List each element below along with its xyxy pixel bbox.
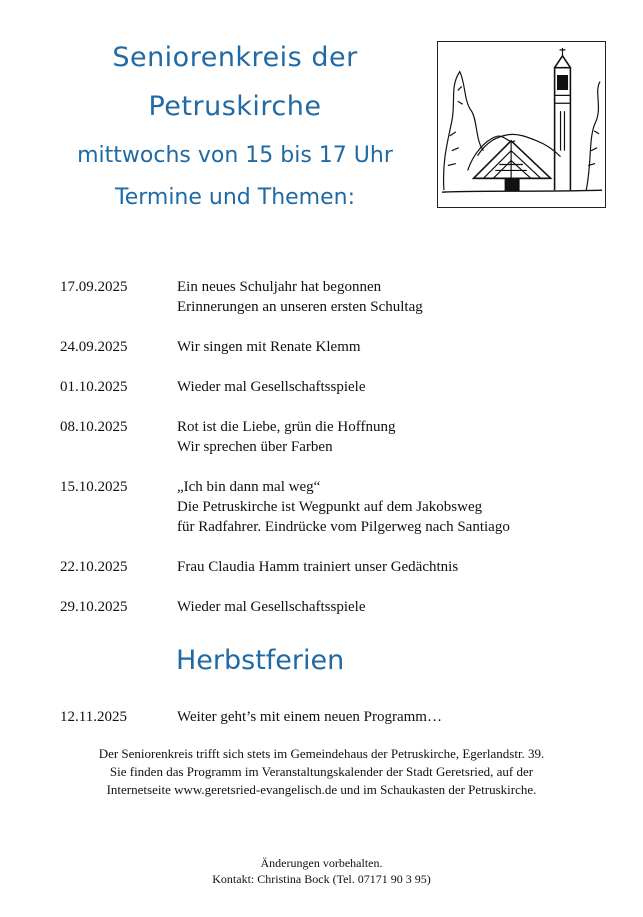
entry-date: 29.10.2025 [60,599,128,615]
schedule-time: mittwochs von 15 bis 17 Uhr [77,143,393,168]
entry-topic: Rot ist die Liebe, grün die Hoffnung [177,419,396,435]
schedule-list-after-break [60,707,620,727]
schedule-heading: Termine und Themen: [115,185,355,210]
entry-topic: Wieder mal Gesellschaftsspiele [177,379,366,395]
schedule-list [60,277,620,617]
schedule-entry [60,597,620,617]
schedule-entry [60,337,620,357]
title-block [40,40,430,209]
info-footer [40,745,603,799]
entry-topic: für Radfahrer. Eindrücke vom Pilgerweg nach Santiago [177,519,510,535]
schedule-entry [60,277,620,317]
contact-block [40,855,603,887]
entry-date: 24.09.2025 [60,339,128,355]
entry-topic: Erinnerungen an unseren ersten Schultag [177,299,423,315]
schedule-entry [60,557,620,577]
changes-note: Änderungen vorbehalten. [260,856,383,870]
church-illustration-icon [437,41,606,208]
entry-topic: Wir singen mit Renate Klemm [177,339,361,355]
contact-info: Kontakt: Christina Bock (Tel. 07171 90 3 95) [212,872,431,886]
entry-date: 01.10.2025 [60,379,128,395]
entry-date: 15.10.2025 [60,479,128,495]
footer-line: Internetseite www.geretsried-evangelisch.de und im Schaukasten der Petruskirche. [106,782,537,797]
footer-line: Sie finden das Programm im Veranstaltungskalender der Stadt Geretsried, auf der [109,764,534,779]
title-line-2: Petruskirche [148,91,322,122]
schedule-entry [60,417,620,457]
entry-topic: Die Petruskirche ist Wegpunkt auf dem Jakobsweg [177,499,483,515]
entry-date: 17.09.2025 [60,279,128,295]
schedule-entry [60,377,620,397]
entry-topic: Ein neues Schuljahr hat begonnen [177,279,382,295]
schedule-entry [60,707,620,727]
entry-date: 22.10.2025 [60,559,128,575]
title-line-1: Seniorenkreis der [112,42,358,73]
entry-topic: Frau Claudia Hamm trainiert unser Gedächtnis [177,559,459,575]
footer-line: Der Seniorenkreis trifft sich stets im Gemeindehaus der Petruskirche, Egerlandstr. 39. [98,746,545,761]
entry-topic: Wieder mal Gesellschaftsspiele [177,599,366,615]
schedule-entry [60,477,620,537]
holiday-heading: Herbstferien [176,645,345,676]
entry-date: 12.11.2025 [60,709,127,725]
entry-topic: Weiter geht’s mit einem neuen Programm… [177,709,442,725]
entry-date: 08.10.2025 [60,419,128,435]
entry-topic: „Ich bin dann mal weg“ [177,479,321,495]
entry-topic: Wir sprechen über Farben [177,439,333,455]
